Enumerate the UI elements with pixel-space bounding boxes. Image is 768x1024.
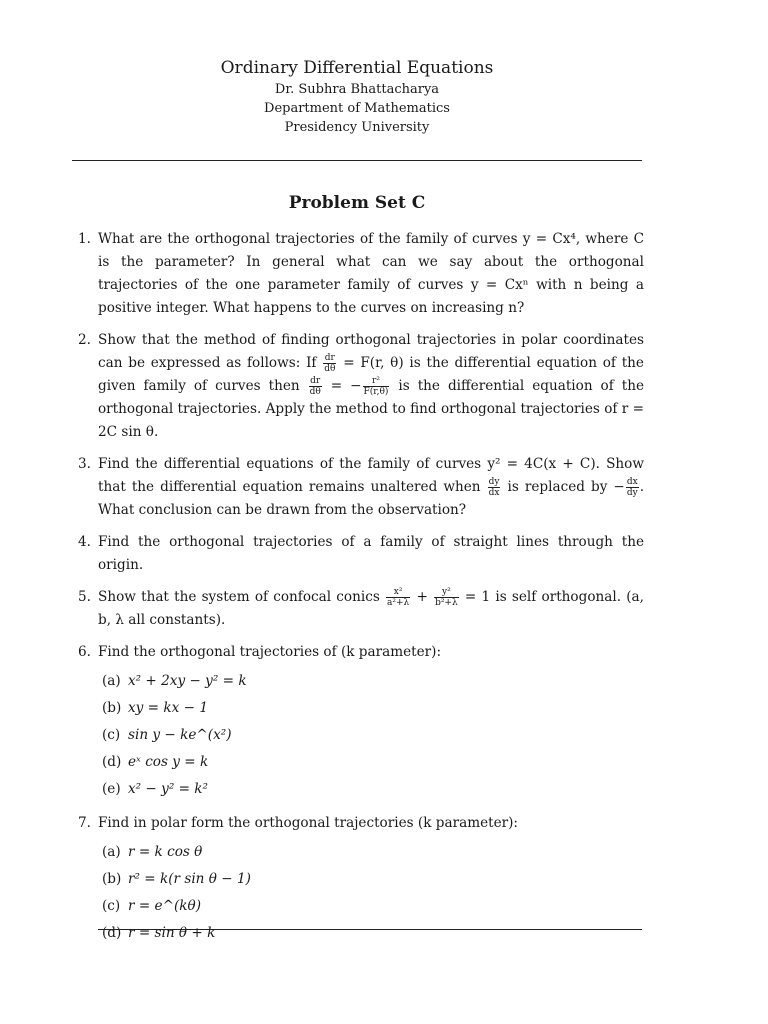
text-segment: = − (330, 378, 362, 394)
sub-item-label: (c) (102, 727, 121, 743)
sub-item-label: (c) (102, 898, 121, 914)
fraction-x2-conic: $\frac{\text{x²}}{\text{a²+λ}}$ (387, 587, 410, 608)
top-divider (72, 160, 642, 161)
sub-item (98, 695, 644, 722)
problem-2 (78, 329, 644, 444)
author-name: Dr. Subhra Bhattacharya (274, 82, 440, 97)
department-name: Department of Mathematics (264, 101, 450, 116)
fraction-dx-dy: $\frac{dx}{dy}$ (626, 477, 638, 498)
sub-item-expression: sin y − ke^(x²) (128, 727, 232, 743)
sub-item (98, 866, 644, 893)
sub-item-label: (b) (102, 700, 122, 716)
sub-item-label: (d) (102, 754, 122, 770)
fraction-r2-over-F: $\frac{\text{r²}}{F(r,\theta)}$ (363, 376, 389, 397)
problem-text: Find the orthogonal trajectories of (k parameter): (98, 644, 442, 660)
problem-text: Find the orthogonal trajectories of a family of straight lines through the origin. (98, 534, 644, 573)
problem-set-title: Problem Set C (288, 193, 426, 213)
sub-item-expression: xy = kx − 1 (128, 700, 208, 716)
sub-item-label: (a) (102, 844, 121, 860)
problem-number: 6. (78, 644, 91, 660)
problem-1 (78, 228, 644, 320)
text-segment: Show that the system of confocal conics (98, 589, 380, 605)
sub-item-label: (a) (102, 673, 121, 689)
course-title: Ordinary Differential Equations (220, 58, 494, 78)
problem-number: 4. (78, 534, 91, 550)
problem-list (78, 228, 644, 956)
sub-item (98, 749, 644, 776)
sub-item-list (98, 839, 644, 947)
problem-text (98, 586, 644, 632)
problem-text (98, 453, 644, 522)
text-segment: . What conclusion can be drawn from the observation? (98, 479, 645, 518)
text-segment: = F(r, θ) is the differential equation of the given family of curves then (98, 355, 644, 394)
problem-number: 3. (78, 456, 91, 472)
bottom-divider (98, 929, 642, 930)
fraction-y2-conic: $\frac{\text{y²}}{\text{b²+λ}}$ (435, 587, 458, 608)
problem-6 (78, 641, 644, 803)
sub-item (98, 893, 644, 920)
sub-item-list (98, 668, 644, 803)
problem-3 (78, 453, 644, 522)
text-segment: + (416, 589, 428, 605)
problem-4 (78, 531, 644, 577)
problem-text: Find in polar form the orthogonal trajectories (k parameter): (98, 815, 519, 831)
problem-number: 7. (78, 815, 91, 831)
sub-item (98, 722, 644, 749)
sub-item-expression: eˣ cos y = k (128, 754, 209, 770)
university-name: Presidency University (284, 120, 430, 135)
sub-item-expression: x² − y² = k² (128, 781, 208, 797)
sub-item-expression: x² + 2xy − y² = k (128, 673, 247, 689)
text-segment: Find the differential equations of the family of curves y² = 4C(x + C). Show that the differential equation remains unaltered when (98, 456, 644, 495)
problem-number: 5. (78, 589, 91, 605)
sub-item (98, 920, 644, 947)
sub-item-label: (e) (102, 781, 121, 797)
sub-item-expression: r² = k(r sin θ − 1) (128, 871, 251, 887)
sub-item (98, 776, 644, 803)
problem-text: What are the orthogonal trajectories of the family of curves y = Cx⁴, where C is the parameter? In general what can we say about the orthogonal trajectories of the one parameter family of curves y = Cxⁿ with n being a positive integer. What happens to the curves on increasing n? (98, 231, 644, 316)
problem-number: 1. (78, 231, 91, 247)
sub-item-expression: r = k cos θ (128, 844, 203, 860)
sub-item-label: (d) (102, 925, 122, 941)
sub-item (98, 668, 644, 695)
document-header (0, 56, 714, 137)
problem-7 (78, 812, 644, 947)
problem-text (98, 329, 644, 444)
fraction-dr-dtheta: $\frac{dr}{d\theta}$ (309, 376, 321, 397)
sub-item-expression: r = e^(kθ) (128, 898, 201, 914)
sub-item (98, 839, 644, 866)
text-segment: is replaced by − (507, 479, 625, 495)
text-segment: is the differential equation of the orthogonal trajectories. Apply the method to find orthogonal trajectories of r = 2C sin θ. (98, 378, 645, 440)
sub-item-label: (b) (102, 871, 122, 887)
problem-number: 2. (78, 332, 91, 348)
sub-item-expression: r = sin θ + k (128, 925, 216, 941)
text-segment: Show that the method of finding orthogonal trajectories in polar coordinates can be expressed as follows: If (98, 332, 644, 371)
fraction-dr-dtheta: $\frac{dr}{d\theta}$ (324, 353, 336, 374)
fraction-dy-dx: $\frac{dy}{dx}$ (488, 477, 500, 498)
problem-5 (78, 586, 644, 632)
text-segment: = 1 is self orthogonal. (a, b, λ all constants). (98, 589, 644, 628)
